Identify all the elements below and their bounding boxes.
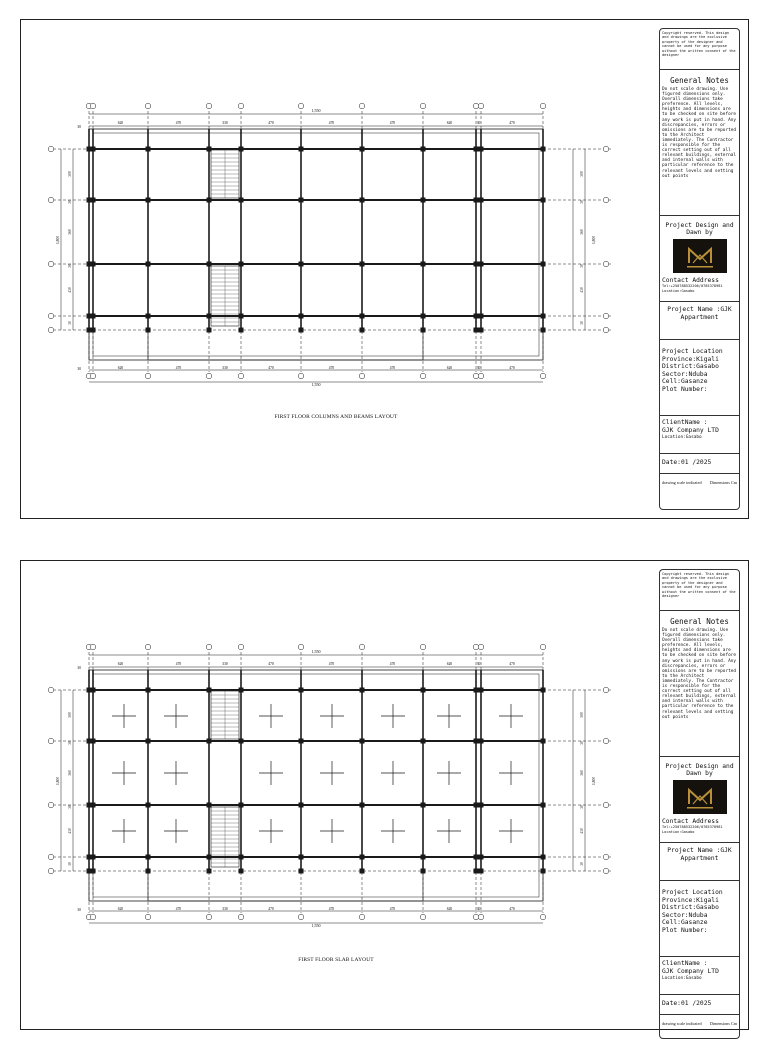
project-location (660, 881, 739, 957)
side-span-label: 30 (580, 264, 584, 268)
column (207, 869, 212, 874)
column (299, 855, 304, 860)
column (479, 803, 484, 808)
grid-bubble (48, 802, 54, 808)
column (146, 855, 151, 860)
column (541, 147, 546, 152)
column (239, 328, 244, 333)
grid-bubble (359, 103, 365, 109)
plan-title: FIRST FLOOR COLUMNS AND BEAMS LAYOUT (274, 414, 398, 420)
side-span-label: 430 (68, 828, 72, 834)
scale-block (660, 474, 739, 487)
column (299, 688, 304, 693)
column (421, 739, 426, 744)
column (421, 803, 426, 808)
title-block (659, 28, 740, 510)
contact-label: Contact Address (662, 277, 719, 284)
client-block (660, 416, 739, 454)
province: Province:Kigali (662, 355, 719, 363)
plot-number: Plot Number: (662, 926, 708, 934)
span-label: 330 (222, 366, 228, 370)
side-span-label: 30 (68, 200, 72, 204)
province: Province:Kigali (662, 896, 719, 904)
span-label: 620 (446, 366, 453, 370)
column (91, 688, 96, 693)
client-name-label: ClientName : (662, 960, 708, 967)
overall-width-label: 1,550 (311, 108, 321, 113)
grid-bubble (238, 103, 244, 109)
client-location: Location:Gasabo (662, 976, 702, 981)
column (479, 869, 484, 874)
bottom-extension (148, 871, 423, 901)
column (479, 198, 484, 203)
span-label: 30 (476, 121, 481, 125)
span-label: 620 (446, 662, 453, 666)
cell: Cell:Gasanze (662, 919, 708, 926)
designer-logo (673, 239, 727, 273)
column (299, 262, 304, 267)
span-label: 470 (389, 907, 396, 911)
grid-bubble (48, 738, 54, 744)
grid-bubble (48, 687, 54, 693)
grid-bubble (298, 103, 304, 109)
side-span-label: 30 (68, 264, 72, 268)
grid-bubble (90, 644, 96, 650)
end-dim-label: 30 (77, 666, 81, 670)
span-label: 30 (476, 907, 481, 911)
cell: Cell:Gasanze (662, 378, 708, 385)
column (146, 803, 151, 808)
general-notes (660, 611, 739, 757)
column (421, 688, 426, 693)
span-label: 620 (117, 662, 124, 666)
column (541, 314, 546, 319)
side-span-label: 300 (68, 171, 72, 177)
grid-bubble (603, 802, 609, 808)
column (541, 869, 546, 874)
client-block (660, 957, 739, 995)
column (360, 855, 365, 860)
grid-bubble (48, 854, 54, 860)
grid-bubble (420, 914, 426, 920)
project-name: Project Name :GJK Appartment (660, 843, 739, 881)
plan-inner-outline (93, 133, 539, 356)
grid-bubble (603, 197, 609, 203)
grid-bubble (145, 914, 151, 920)
plan-inner-outline (93, 674, 539, 897)
grid-bubble (478, 914, 484, 920)
contact-tel: Tel:+250788532206/0785378981 (662, 284, 723, 288)
grid-bubble (298, 644, 304, 650)
drawing-date: Date:01 /2025 (660, 995, 739, 1015)
grid-bubble (298, 914, 304, 920)
general-notes-title: General Notes (670, 76, 729, 85)
contact-location: Location:Gasabo (662, 288, 695, 293)
grid-bubble (540, 644, 546, 650)
column (146, 869, 151, 874)
general-notes-body: Do not scale drawing. Use figured dimensions only. Overall dimensions take preference. All levels, heights and dimensions are to be checked on site before any work is put in hand. Any discrepancies, errors or omissions are to be reported to the Architect immediately. The Contractor is responsible for the correct setting out of all relevant buildings, external and internal walls with particular reference to the relevant levels and setting out points (662, 87, 737, 179)
side-span-label: 300 (68, 712, 72, 718)
end-dim-label: 30 (77, 908, 81, 912)
side-span-label: 30 (68, 741, 72, 745)
grid-bubble (603, 854, 609, 860)
span-label: 470 (389, 366, 396, 370)
side-span-label: 300 (580, 171, 584, 177)
column (299, 314, 304, 319)
grid-bubble (478, 103, 484, 109)
title-block (659, 569, 740, 1039)
grid-bubble (603, 261, 609, 267)
column (541, 739, 546, 744)
grid-bubble (145, 373, 151, 379)
grid-bubble (603, 327, 609, 333)
grid-bubble (603, 313, 609, 319)
client-name: GJK Company LTD (662, 426, 719, 434)
span-label: 470 (389, 662, 396, 666)
designer-block (660, 757, 739, 843)
column (541, 803, 546, 808)
column (360, 328, 365, 333)
location-title: Project Location (662, 348, 723, 355)
drawing-sheet-columns-beams (20, 19, 749, 519)
project-name: Project Name :GJK Appartment (660, 302, 739, 340)
grid-bubble (420, 644, 426, 650)
side-span-label: 30 (68, 805, 72, 809)
span-label: 470 (509, 662, 515, 666)
grid-bubble (540, 373, 546, 379)
grid-bubble (603, 868, 609, 874)
span-label: 470 (328, 907, 335, 911)
span-label: 620 (117, 366, 124, 370)
side-span-label: 30 (580, 200, 584, 204)
column (421, 147, 426, 152)
column (146, 198, 151, 203)
grid-bubble (206, 103, 212, 109)
span-label: 620 (446, 121, 453, 125)
column (91, 314, 96, 319)
district: District:Gasabo (662, 363, 719, 370)
column (360, 739, 365, 744)
side-span-label: 30 (580, 741, 584, 745)
end-dim-label: 30 (77, 367, 81, 371)
side-span-label: 430 (68, 287, 72, 293)
column (474, 314, 479, 319)
project-location (660, 340, 739, 416)
column (479, 147, 484, 152)
plan-title: FIRST FLOOR SLAB LAYOUT (298, 957, 374, 963)
grid-bubble (238, 373, 244, 379)
column (479, 262, 484, 267)
span-label: 620 (117, 121, 124, 125)
grid-bubble (540, 914, 546, 920)
column (360, 869, 365, 874)
span-label: 470 (268, 121, 274, 125)
contact-location: Location:Gasabo (662, 829, 695, 834)
side-span-label: 360 (580, 229, 584, 235)
dimensions-unit: Dimensions Cm (709, 480, 737, 485)
span-label: 470 (175, 121, 182, 125)
dimensions-unit: Dimensions Cm (709, 1021, 737, 1026)
district: District:Gasabo (662, 904, 719, 911)
grid-bubble (420, 103, 426, 109)
span-label: 30 (476, 366, 481, 370)
grid-bubble (90, 914, 96, 920)
column (474, 198, 479, 203)
location-title: Project Location (662, 889, 723, 896)
column (541, 855, 546, 860)
grid-bubble (238, 644, 244, 650)
column (474, 147, 479, 152)
side-span-label: 30 (580, 321, 584, 325)
column (474, 262, 479, 267)
column (146, 328, 151, 333)
grid-bubble (206, 644, 212, 650)
span-label: 620 (446, 907, 453, 911)
column (91, 262, 96, 267)
designer-block (660, 216, 739, 302)
general-notes-body: Do not scale drawing. Use figured dimensions only. Overall dimensions take preference. All levels, heights and dimensions are to be checked on site before any work is put in hand. Any discrepancies, errors or omissions are to be reported to the Architect immediately. The Contractor is responsible for the correct setting out of all relevant buildings, external and internal walls with particular reference to the relevant levels and setting out points (662, 628, 737, 720)
side-span-label: 430 (580, 828, 584, 834)
column (474, 739, 479, 744)
span-label: 470 (389, 121, 396, 125)
grid-bubble (478, 373, 484, 379)
column (360, 803, 365, 808)
span-label: 30 (476, 662, 481, 666)
column (91, 147, 96, 152)
column (146, 739, 151, 744)
span-label: 470 (509, 907, 515, 911)
column (421, 198, 426, 203)
grid-bubble (298, 373, 304, 379)
grid-bubble (48, 313, 54, 319)
column (207, 328, 212, 333)
contact-tel: Tel:+250788532206/0785378981 (662, 825, 723, 829)
scale-block (660, 1015, 739, 1028)
column (299, 328, 304, 333)
column (421, 328, 426, 333)
floor-plan-slab (21, 561, 651, 1061)
side-span-label: 360 (68, 770, 72, 776)
side-span-label: 360 (68, 229, 72, 235)
column (91, 198, 96, 203)
grid-bubble (48, 868, 54, 874)
grid-bubble (48, 146, 54, 152)
column (299, 198, 304, 203)
column (541, 262, 546, 267)
span-label: 470 (328, 662, 335, 666)
span-label: 470 (268, 662, 274, 666)
slab-drawing (21, 561, 651, 961)
column (479, 314, 484, 319)
overall-depth-label: 1,800 (56, 235, 60, 245)
sector: Sector:Nduba (662, 370, 708, 378)
column (91, 803, 96, 808)
column (541, 198, 546, 203)
drawing-date: Date:01 /2025 (660, 454, 739, 474)
side-span-label: 30 (68, 321, 72, 325)
grid-bubble (48, 261, 54, 267)
span-label: 620 (117, 907, 124, 911)
span-label: 470 (328, 366, 335, 370)
span-label: 470 (509, 121, 515, 125)
side-span-label: 30 (68, 862, 72, 866)
column (91, 739, 96, 744)
grid-bubble (359, 914, 365, 920)
column (474, 328, 479, 333)
overall-width-label: 1,550 (311, 649, 321, 654)
grid-bubble (478, 644, 484, 650)
column (360, 688, 365, 693)
design-label: Project Design and Dawn by (665, 222, 734, 236)
column (91, 328, 96, 333)
grid-bubble (540, 103, 546, 109)
sector: Sector:Nduba (662, 911, 708, 919)
column (360, 198, 365, 203)
bottom-extension (148, 330, 423, 360)
column (474, 855, 479, 860)
client-name-label: ClientName : (662, 419, 708, 426)
general-notes (660, 70, 739, 216)
grid-bubble (603, 738, 609, 744)
column (421, 314, 426, 319)
column (421, 262, 426, 267)
column (479, 855, 484, 860)
drawing-sheet-slab (20, 560, 749, 1030)
plan-outline (89, 670, 543, 901)
general-notes-title: General Notes (670, 617, 729, 626)
span-label: 330 (222, 907, 228, 911)
overall-width-label: 1,550 (311, 382, 321, 387)
grid-bubble (359, 644, 365, 650)
column (479, 688, 484, 693)
grid-bubble (206, 373, 212, 379)
side-span-label: 30 (580, 862, 584, 866)
designer-logo (673, 780, 727, 814)
column (360, 147, 365, 152)
plot-number: Plot Number: (662, 385, 708, 393)
column (299, 803, 304, 808)
column (474, 803, 479, 808)
column (91, 855, 96, 860)
side-span-label: 30 (580, 805, 584, 809)
column (421, 855, 426, 860)
column (360, 262, 365, 267)
span-label: 470 (175, 662, 182, 666)
grid-bubble (238, 914, 244, 920)
floor-plan-columns-beams (21, 20, 651, 520)
span-label: 470 (328, 121, 335, 125)
column (299, 147, 304, 152)
overall-depth-label: 1,800 (592, 776, 596, 786)
span-label: 470 (268, 907, 274, 911)
column (146, 688, 151, 693)
column (541, 688, 546, 693)
plan-outline (89, 129, 543, 360)
scale-label: drawing scale indicated (662, 1021, 702, 1026)
span-label: 470 (175, 366, 182, 370)
column (421, 869, 426, 874)
contact-label: Contact Address (662, 818, 719, 825)
column (299, 869, 304, 874)
span-label: 470 (175, 907, 182, 911)
span-label: 470 (509, 366, 515, 370)
column (360, 314, 365, 319)
grid-bubble (145, 103, 151, 109)
grid-bubble (145, 644, 151, 650)
column (146, 147, 151, 152)
column (541, 328, 546, 333)
columns-beams-drawing (21, 20, 651, 420)
span-label: 470 (268, 366, 274, 370)
client-name: GJK Company LTD (662, 967, 719, 975)
overall-width-label: 1,550 (311, 923, 321, 928)
grid-bubble (48, 327, 54, 333)
copyright-note: Copyright reserved. This design and drawings are the exclusive property of the designer and cannot be used for any purpose without the written consent of the designer (660, 29, 739, 70)
column (146, 262, 151, 267)
side-span-label: 430 (580, 287, 584, 293)
grid-bubble (603, 687, 609, 693)
grid-bubble (48, 197, 54, 203)
grid-bubble (603, 146, 609, 152)
span-label: 330 (222, 662, 228, 666)
grid-bubble (90, 103, 96, 109)
copyright-note: Copyright reserved. This design and drawings are the exclusive property of the designer and cannot be used for any purpose without the written consent of the designer (660, 570, 739, 611)
column (474, 869, 479, 874)
column (91, 869, 96, 874)
column (479, 739, 484, 744)
grid-bubble (206, 914, 212, 920)
column (239, 869, 244, 874)
grid-bubble (90, 373, 96, 379)
side-span-label: 300 (580, 712, 584, 718)
client-location: Location:Gasabo (662, 435, 702, 440)
span-label: 330 (222, 121, 228, 125)
column (474, 688, 479, 693)
grid-bubble (420, 373, 426, 379)
design-label: Project Design and Dawn by (665, 763, 734, 777)
overall-depth-label: 1,800 (56, 776, 60, 786)
side-span-label: 360 (580, 770, 584, 776)
grid-bubble (359, 373, 365, 379)
end-dim-label: 30 (77, 125, 81, 129)
column (146, 314, 151, 319)
scale-label: drawing scale indicated (662, 480, 702, 485)
column (479, 328, 484, 333)
overall-depth-label: 1,800 (592, 235, 596, 245)
column (299, 739, 304, 744)
